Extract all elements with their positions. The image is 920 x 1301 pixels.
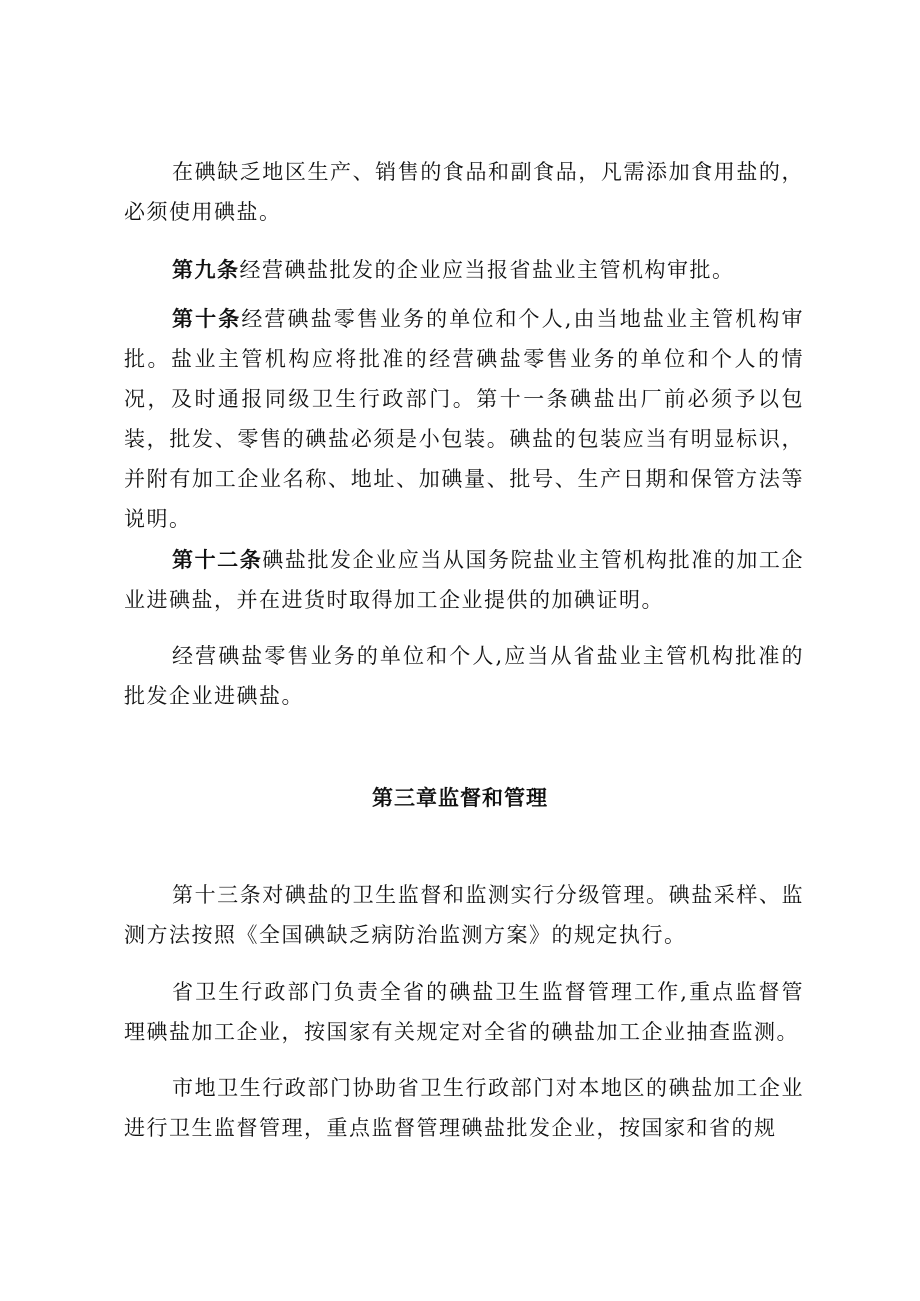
paragraph-text: 市地卫生行政部门协助省卫生行政部门对本地区的碘盐加工企业进行卫生监督管理，重点监督管理碘盐批发企业，按国家和省的规 bbox=[124, 1076, 804, 1140]
paragraph-text: 第十三条对碘盐的卫生监督和监测实行分级管理。碘盐采样、监测方法按照《全国碘缺乏病防治监测方案》的规定执行。 bbox=[124, 883, 804, 947]
paragraph-text: 经营碘盐零售业务的单位和个人,应当从省盐业主管机构批准的批发企业进碘盐。 bbox=[124, 644, 804, 708]
paragraph-article-10 bbox=[124, 299, 804, 539]
paragraph-text: 经营碘盐零售业务的单位和个人,由当地盐业主管机构审批。盐业主管机构应将批准的经营碘盐零售业务的单位和个人的情况，及时通报同级卫生行政部门。第十一条碘盐出厂前必须予以包装，批发、零售的碘盐必须是小包装。碘盐的包装应当有明显标识，并附有加工企业名称、地址、加碘量、批号、生产日期和保管方法等说明。 bbox=[124, 307, 804, 531]
paragraph-retail-purchase bbox=[124, 636, 804, 716]
paragraph-text: 碘盐批发企业应当从国务院盐业主管机构批准的加工企业进碘盐，并在进货时取得加工企业提供的加碘证明。 bbox=[124, 548, 804, 612]
paragraph-article-13 bbox=[124, 875, 804, 955]
paragraph-text: 经营碘盐批发的企业应当报省盐业主管机构审批。 bbox=[239, 258, 735, 282]
paragraph-text: 省卫生行政部门负责全省的碘盐卫生监督管理工作,重点监督管理碘盐加工企业，按国家有关规定对全省的碘盐加工企业抽查监测。 bbox=[124, 980, 804, 1044]
paragraph-text: 在碘缺乏地区生产、销售的食品和副食品，凡需添加食用盐的，必须使用碘盐。 bbox=[124, 160, 804, 224]
paragraph-article-12 bbox=[124, 540, 804, 620]
paragraph-provincial-supervision bbox=[124, 972, 804, 1052]
article-label: 第九条 bbox=[172, 257, 240, 282]
article-label: 第十条 bbox=[172, 306, 242, 331]
chapter-title: 第三章监督和管理 bbox=[372, 785, 548, 810]
article-label: 第十二条 bbox=[172, 547, 263, 572]
paragraph-article-9 bbox=[124, 250, 804, 290]
paragraph-municipal-supervision bbox=[124, 1068, 804, 1148]
paragraph-food-iodized-salt bbox=[124, 152, 804, 232]
